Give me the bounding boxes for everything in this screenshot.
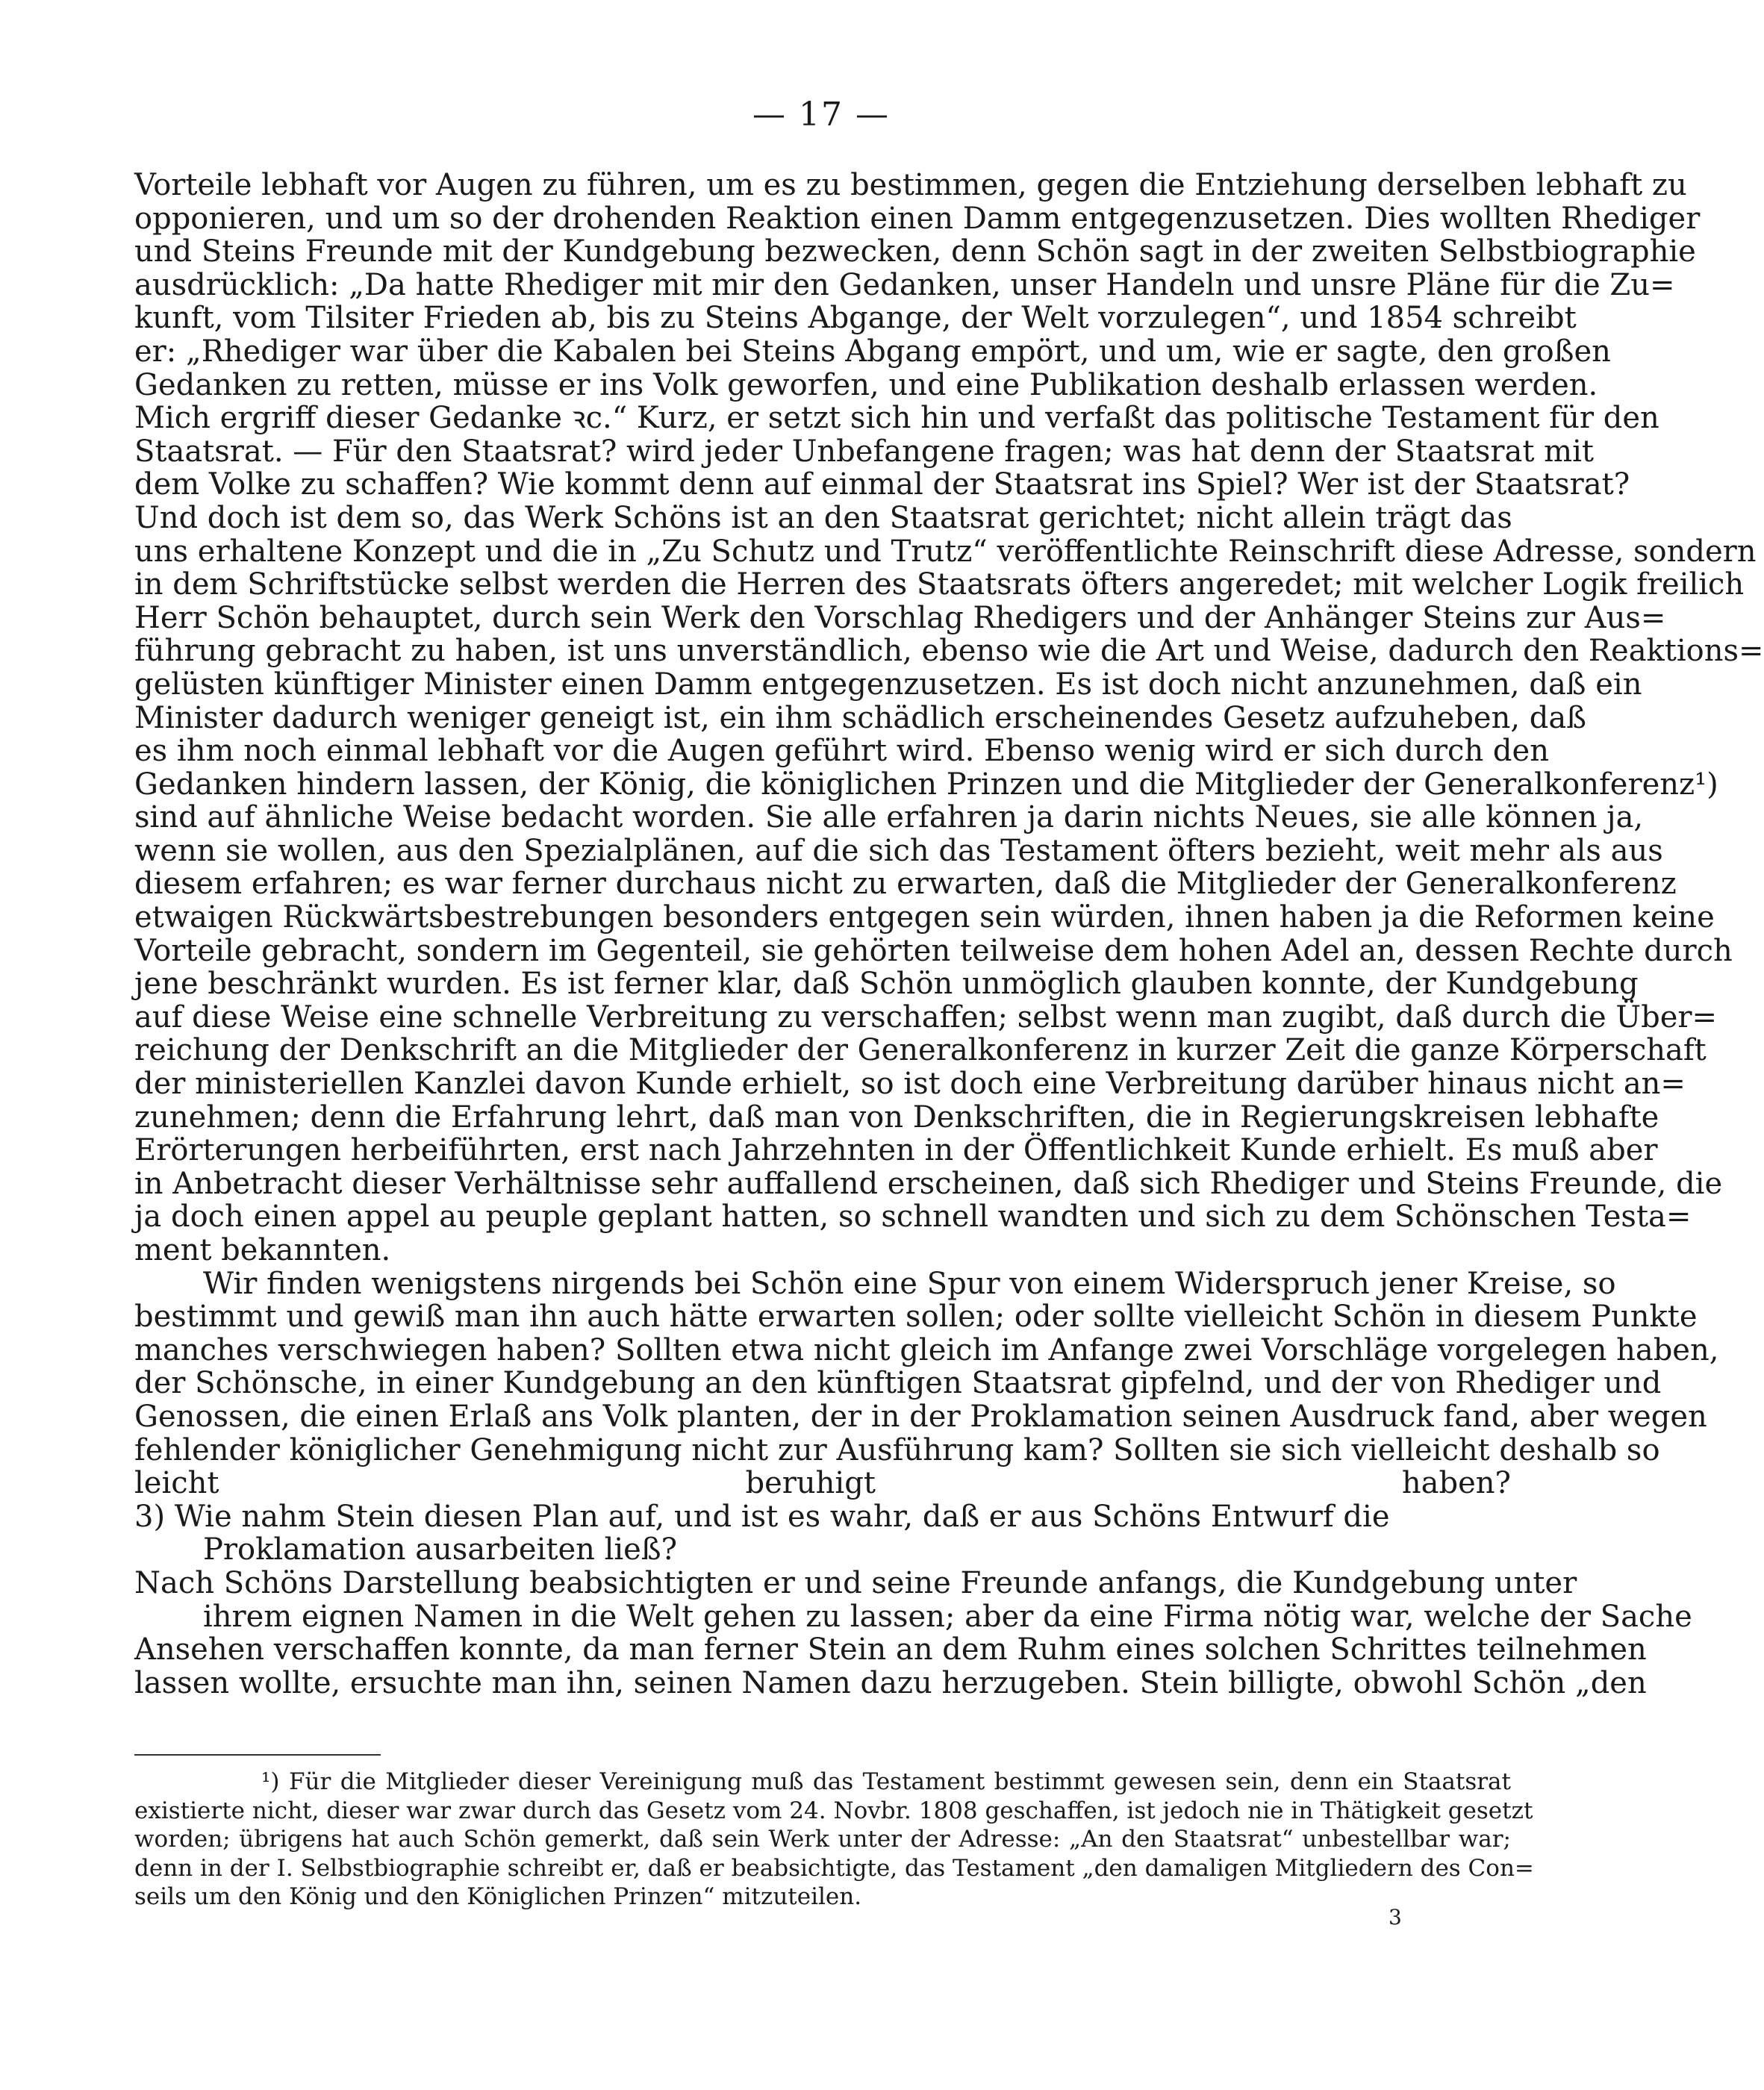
text-line: in dem Schriftstücke selbst werden die Herren des Staatsrats öfters angeredet; mit welcher Logik freilich — [134, 567, 1745, 602]
footnote-line: seils um den König und den Königlichen Prinzen“ mitzuteilen. — [134, 1883, 862, 1911]
text-line: Ansehen verschaffen konnte, da man ferner Stein an dem Ruhm eines solchen Schrittes teilnehmen — [134, 1632, 1647, 1668]
footnote-line: ¹) Für die Mitglieder dieser Vereinigung muß das Testament bestimmt gewesen sein, denn ein Staatsrat — [261, 1768, 1511, 1795]
footnote-separator — [134, 1754, 381, 1756]
text-line: in Anbetracht dieser Verhältnisse sehr auffallend erscheinen, daß sich Rhediger und Steins Freunde, die — [134, 1166, 1723, 1201]
text-line: jene beschränkt wurden. Es ist ferner klar, daß Schön unmöglich glauben konnte, der Kundgebung — [134, 967, 1639, 1002]
text-line: reichung der Denkschrift an die Mitglieder der Generalkonferenz in kurzer Zeit die ganze Körperschaft — [134, 1033, 1707, 1068]
text-line: auf diese Weise eine schnelle Verbreitung zu verschaffen; selbst wenn man zugibt, daß durch die Über= — [134, 999, 1718, 1035]
text-line: leicht beruhigt haben? — [134, 1466, 1511, 1501]
text-line: sind auf ähnliche Weise bedacht worden. Sie alle erfahren ja darin nichts Neues, sie alle können ja, — [134, 800, 1644, 835]
text-line: Nach Schöns Darstellung beabsichtigten er und seine Freunde anfangs, die Kundgebung unter — [134, 1565, 1577, 1600]
text-line: und Steins Freunde mit der Kundgebung bezwecken, denn Schön sagt in der zweiten Selbstbiographie — [134, 234, 1696, 269]
text-line: der ministeriellen Kanzlei davon Kunde erhielt, so ist doch eine Verbreitung darüber hinaus nicht an= — [134, 1067, 1686, 1102]
text-line: Staatsrat. — Für den Staatsrat? wird jeder Unbefangene fragen; was hat denn der Staatsrat mit — [134, 434, 1594, 469]
text-line: dem Volke zu schaffen? Wie kommt denn auf einmal der Staatsrat ins Spiel? Wer ist der Staatsrat? — [134, 467, 1630, 502]
text-line: wenn sie wollen, aus den Spezialplänen, auf die sich das Testament öfters bezieht, weit mehr als aus — [134, 833, 1663, 868]
text-line: Gedanken zu retten, müsse er ins Volk geworfen, und eine Publikation deshalb erlassen werden. — [134, 367, 1598, 402]
text-line: Vorteile gebracht, sondern im Gegenteil, sie gehörten teilweise dem hohen Adel an, dessen Rechte durch — [134, 933, 1733, 968]
text-line: opponieren, und um so der drohenden Reaktion einen Damm entgegenzusetzen. Dies wollten Rhediger — [134, 201, 1701, 236]
text-line: Genossen, die einen Erlaß ans Volk planten, der in der Proklamation seinen Ausdruck fand, aber wegen — [134, 1399, 1707, 1434]
footnote-line: worden; übrigens hat auch Schön gemerkt, daß sein Werk unter der Adresse: „An den Staatsrat“ unbestellbar war; — [134, 1826, 1511, 1853]
text-line: Und doch ist dem so, das Werk Schöns ist an den Staatsrat gerichtet; nicht allein trägt das — [134, 500, 1512, 535]
text-line: ihrem eignen Namen in die Welt gehen zu lassen; aber da eine Firma nötig war, welche der Sache — [203, 1599, 1692, 1634]
text-line: zunehmen; denn die Erfahrung lehrt, daß man von Denkschriften, die in Regierungskreisen lebhafte — [134, 1099, 1659, 1135]
text-line: manches verschwiegen haben? Sollten etwa nicht gleich im Anfange zwei Vorschläge vorgelegen haben, — [134, 1332, 1719, 1367]
text-line: 3) Wie nahm Stein diesen Plan auf, und ist es wahr, daß er aus Schöns Entwurf die — [134, 1499, 1390, 1534]
text-line: Mich ergriff dieser Gedanke ꝛc.“ Kurz, er setzt sich hin und verfaßt das politische Testament für den — [134, 401, 1659, 436]
text-line: er: „Rhediger war über die Kabalen bei Steins Abgang empört, und um, wie er sagte, den großen — [134, 334, 1611, 369]
text-line: kunft, vom Tilsiter Frieden ab, bis zu Steins Abgange, der Welt vorzulegen“, und 1854 schreibt — [134, 301, 1577, 336]
signature-mark: 3 — [1389, 1905, 1402, 1930]
text-line: uns erhaltene Konzept und die in „Zu Schutz und Trutz“ veröffentlichte Reinschrift diese Adresse, sondern — [134, 534, 1757, 569]
text-line: Vorteile lebhaft vor Augen zu führen, um es zu bestimmen, gegen die Entziehung derselben lebhaft zu — [134, 168, 1687, 202]
text-line: fehlender königlicher Genehmigung nicht zur Ausführung kam? Sollten sie sich vielleicht deshalb so — [134, 1432, 1660, 1467]
main-text — [134, 168, 1764, 1700]
text-line: etwaigen Rückwärtsbestrebungen besonders entgegen sein würden, ihnen haben ja die Reformen keine — [134, 900, 1715, 935]
text-line: ja doch einen appel au peuple geplant hatten, so schnell wandten und sich zu dem Schönschen Testa= — [134, 1200, 1692, 1235]
text-line: Minister dadurch weniger geneigt ist, ein ihm schädlich erscheinendes Gesetz aufzuheben, daß — [134, 700, 1586, 735]
text-line: diesem erfahren; es war ferner durchaus nicht zu erwarten, daß die Mitglieder der Generalkonferenz — [134, 867, 1677, 902]
text-line: ausdrücklich: „Da hatte Rhediger mit mir den Gedanken, unser Handeln und unsre Pläne für die Zu= — [134, 267, 1675, 302]
text-line: gelüsten künftiger Minister einen Damm entgegenzusetzen. Es ist doch nicht anzunehmen, daß ein — [134, 667, 1642, 702]
text-line: ment bekannten. — [134, 1233, 391, 1267]
footnote-line: existierte nicht, dieser war zwar durch das Gesetz vom 24. Novbr. 1808 geschaffen, ist jedoch nie in Thätigkeit gesetzt — [134, 1797, 1533, 1824]
footnote — [134, 1768, 1534, 1912]
page-number: — 17 — — [752, 96, 890, 134]
text-line: Proklamation ausarbeiten ließ? — [203, 1532, 678, 1568]
text-line: es ihm noch einmal lebhaft vor die Augen geführt wird. Ebenso wenig wird er sich durch den — [134, 734, 1549, 769]
text-line: Herr Schön behauptet, durch sein Werk den Vorschlag Rhedigers und der Anhänger Steins zur Aus= — [134, 600, 1666, 635]
text-line: der Schönsche, in einer Kundgebung an den künftigen Staatsrat gipfelnd, und der von Rhediger und — [134, 1366, 1662, 1401]
text-line: bestimmt und gewiß man ihn auch hätte erwarten sollen; oder sollte vielleicht Schön in diesem Punkte — [134, 1300, 1698, 1335]
footnote-line: denn in der I. Selbstbiographie schreibt er, daß er beabsichtigte, das Testament „den damaligen Mitgliedern des Con= — [134, 1854, 1534, 1882]
text-line: Wir finden wenigstens nirgends bei Schön eine Spur von einem Widerspruch jener Kreise, so — [203, 1266, 1616, 1301]
text-line: führung gebracht zu haben, ist uns unverständlich, ebenso wie die Art und Weise, dadurch den Reaktions= — [134, 634, 1764, 669]
text-line: Erörterungen herbeiführten, erst nach Jahrzehnten in der Öffentlichkeit Kunde erhielt. Es muß aber — [134, 1133, 1658, 1168]
text-line: lassen wollte, ersuchte man ihn, seinen Namen dazu herzugeben. Stein billigte, obwohl Schön „den — [134, 1665, 1647, 1700]
text-line: Gedanken hindern lassen, der König, die königlichen Prinzen und die Mitglieder der Generalkonferenz¹) — [134, 767, 1718, 802]
